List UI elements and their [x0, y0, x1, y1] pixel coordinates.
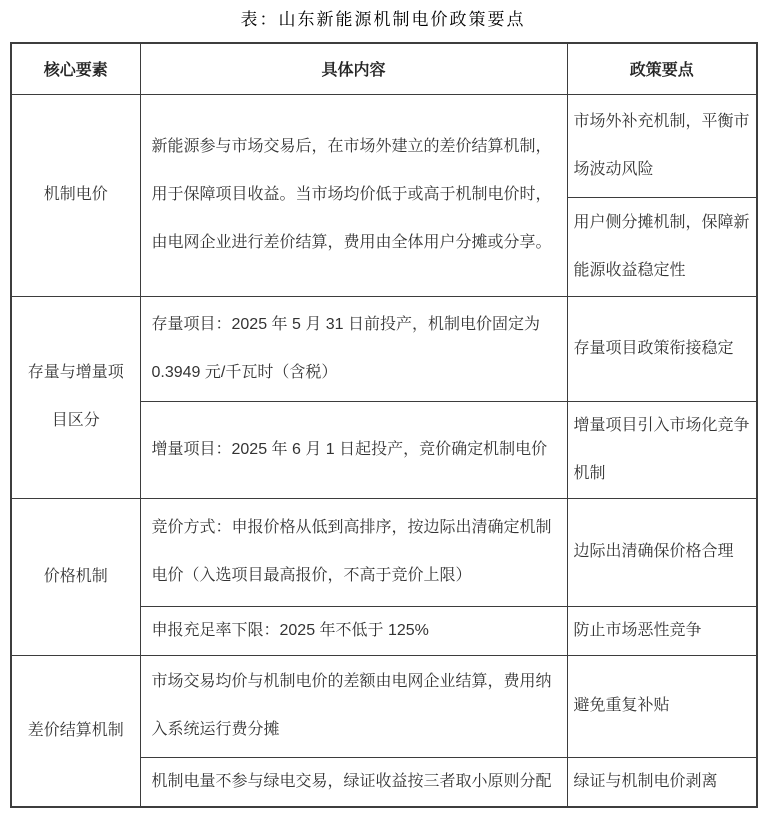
header-policy-point: 政策要点	[567, 43, 757, 94]
header-specific-content: 具体内容	[140, 43, 567, 94]
cell-point-3-1: 边际出清确保价格合理	[567, 498, 757, 606]
cell-point-3-2: 防止市场恶性竞争	[567, 606, 757, 655]
header-core-element: 核心要素	[11, 43, 140, 94]
cell-element-2: 存量与增量项目区分	[11, 296, 140, 498]
cell-point-2-1: 存量项目政策衔接稳定	[567, 296, 757, 401]
cell-point-1-2: 用户侧分摊机制，保障新能源收益稳定性	[567, 197, 757, 296]
cell-content-4-2: 机制电量不参与绿电交易，绿证收益按三者取小原则分配	[140, 757, 567, 807]
cell-element-1: 机制电价	[11, 94, 140, 296]
cell-point-2-2: 增量项目引入市场化竞争机制	[567, 401, 757, 498]
cell-content-1-1: 新能源参与市场交易后，在市场外建立的差价结算机制，用于保障项目收益。当市场均价低于或高于机制电价时，由电网企业进行差价结算，费用由全体用户分摊或分享。	[140, 94, 567, 296]
table-row	[11, 655, 757, 757]
cell-element-3: 价格机制	[11, 498, 140, 655]
policy-table	[10, 42, 758, 808]
cell-content-2-2: 增量项目：2025 年 6 月 1 日起投产，竞价确定机制电价	[140, 401, 567, 498]
cell-content-3-1: 竞价方式：申报价格从低到高排序，按边际出清确定机制电价（入选项目最高报价，不高于竞价上限）	[140, 498, 567, 606]
table-row	[11, 94, 757, 197]
cell-content-2-1: 存量项目：2025 年 5 月 31 日前投产，机制电价固定为 0.3949 元/千瓦时（含税）	[140, 296, 567, 401]
cell-element-4: 差价结算机制	[11, 655, 140, 807]
cell-content-3-2: 申报充足率下限：2025 年不低于 125%	[140, 606, 567, 655]
cell-point-4-1: 避免重复补贴	[567, 655, 757, 757]
cell-point-1-1: 市场外补充机制，平衡市场波动风险	[567, 94, 757, 197]
table-row	[11, 498, 757, 606]
header-row	[11, 43, 757, 94]
table-row	[11, 296, 757, 401]
cell-content-4-1: 市场交易均价与机制电价的差额由电网企业结算，费用纳入系统运行费分摊	[140, 655, 567, 757]
cell-point-4-2: 绿证与机制电价剥离	[567, 757, 757, 807]
table-title: 表：山东新能源机制电价政策要点	[240, 10, 526, 29]
